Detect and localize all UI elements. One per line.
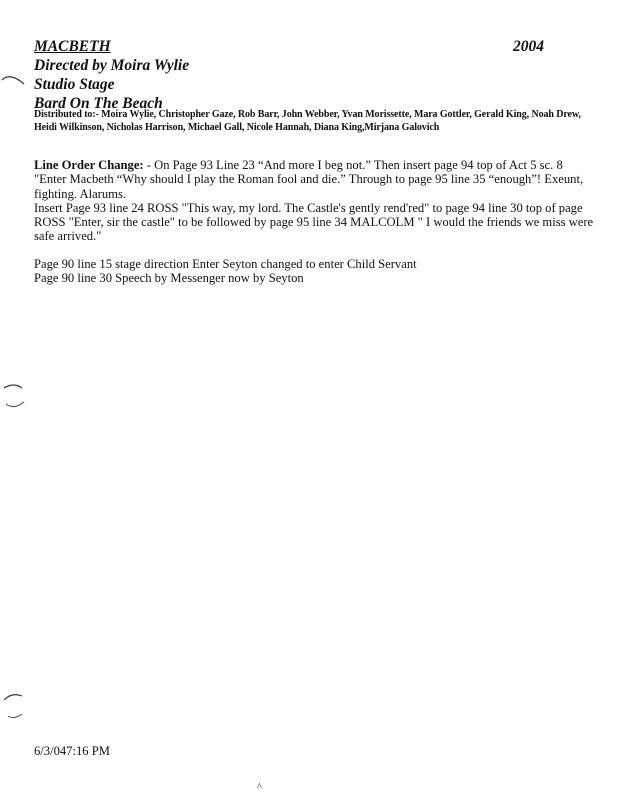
change-paragraph-2: Insert Page 93 line 24 ROSS "This way, my lord. The Castle's gently rend'red" to page 94 line 30 top of page ROSS "Enter, sir the castle" to be followed by page 95 line 34 MALCOLM " I would the friends we miss were safe arrived." <box>34 200 594 244</box>
page-90-notes <box>34 257 594 286</box>
line-order-change-section <box>34 158 594 244</box>
punch-hole-icon <box>0 688 30 728</box>
change-text-1: - On Page 93 Line 23 “And more I beg not.” Then insert page 94 top of Act 5 sc. 8 "Enter Macbeth “Why should I play the Roman fool and die.” Through to page 95 line 35 “enough”! Exeunt, fighting. Alarums. <box>34 158 584 201</box>
punch-hole-icon <box>0 68 30 108</box>
note-line: Page 90 line 30 Speech by Messenger now by Seyton <box>34 271 304 286</box>
change-paragraph-1 <box>34 158 594 201</box>
note-line: Page 90 line 15 stage direction Enter Seyton changed to enter Child Servant <box>34 257 417 271</box>
director-line: Directed by Moira Wylie <box>34 57 190 74</box>
footer-timestamp: 6/3/047:16 PM <box>34 744 110 758</box>
venue-line: Bard On The Beach <box>34 95 163 112</box>
distribution-list: Distributed to:- Moira Wylie, Christopher Gaze, Rob Barr, John Webber, Yvan Morissette, Mara Gottler, Gerald King, Noah Drew, Heidi Wilkinson, Nicholas Harrison, Michael Gall, Nicole Hannah, Diana King,Mirjana Galovich <box>34 109 581 133</box>
page-mark: ^ <box>257 782 262 793</box>
document-header <box>34 37 594 113</box>
play-title: MACBETH <box>34 38 111 55</box>
stage-line: Studio Stage <box>34 76 115 93</box>
punch-hole-icon <box>0 380 30 420</box>
year-label: 2004 <box>513 38 544 55</box>
change-heading: Line Order Change: <box>34 158 144 172</box>
